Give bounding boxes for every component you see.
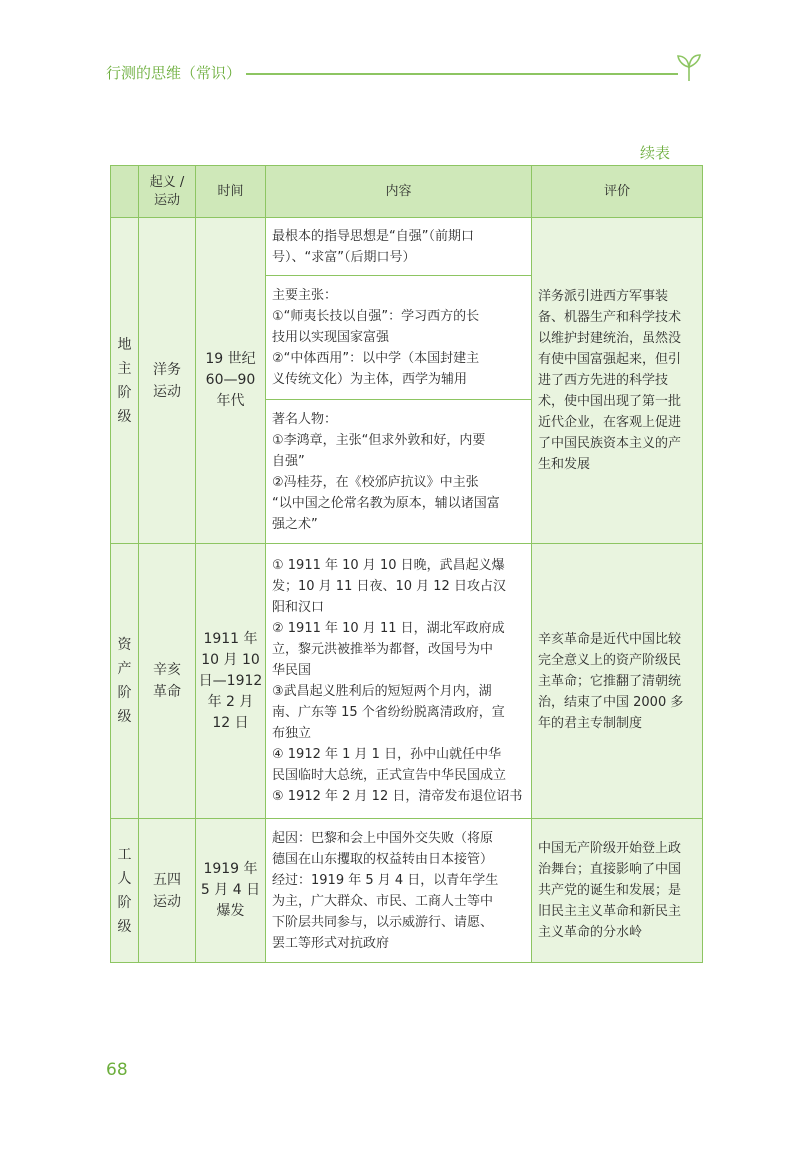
content-cell: 起因：巴黎和会上中国外交失败（将原 德国在山东攫取的权益转由日本接管） 经过：1919 年 5 月 4 日，以青年学生 为主，广大群众、市民、工商人士等中 下阶层共同参与，以示威游行、请愿、 罢工等形式对抗政府	[266, 819, 532, 963]
header-cell-content: 内容	[266, 166, 532, 218]
table-row	[111, 544, 703, 819]
sprout-icon	[676, 52, 702, 82]
movement-cell: 五四 运动	[139, 819, 196, 963]
class-label: 工人阶级	[117, 846, 132, 935]
header-divider-line	[246, 73, 678, 75]
movement-cell: 洋务 运动	[139, 218, 196, 544]
content-cell: 主要主张： ①“师夷长技以自强”：学习西方的长 技用以实现国家富强 ②“中体西用”：以中学（本国封建主 义传统文化）为主体，西学为辅用	[266, 276, 532, 400]
class-cell-bourgeoisie	[111, 544, 139, 819]
evaluation-cell: 辛亥革命是近代中国比较 完全意义上的资产阶级民 主革命；它推翻了清朝统 治，结束了中国 2000 多 年的君主专制制度	[532, 544, 703, 819]
history-movements-table	[110, 165, 703, 963]
header-cell-evaluation: 评价	[532, 166, 703, 218]
table-header-row	[111, 166, 703, 218]
content-cell: 著名人物： ①李鸿章，主张“但求外敦和好，内要 自强” ②冯桂芬，在《校邠庐抗议》中主张 “以中国之伦常名教为原本，辅以诸国富 强之术”	[266, 400, 532, 544]
evaluation-cell: 洋务派引进西方军事装 备、机器生产和科学技术 以维护封建统治，虽然没 有使中国富强起来，但引 进了西方先进的科学技 术，使中国出现了第一批 近代企业，在客观上促进 了中国民族资本主义的产 生和发展	[532, 218, 703, 544]
evaluation-cell: 中国无产阶级开始登上政 治舞台；直接影响了中国 共产党的诞生和发展；是 旧民主主义革命和新民主 主义革命的分水岭	[532, 819, 703, 963]
time-cell: 1919 年 5 月 4 日 爆发	[196, 819, 266, 963]
header-cell-class	[111, 166, 139, 218]
header-cell-time: 时间	[196, 166, 266, 218]
class-label: 资产阶级	[117, 637, 132, 725]
running-header-title: 行测的思维（常识）	[106, 64, 242, 82]
movement-cell: 辛亥 革命	[139, 544, 196, 819]
content-cell: ① 1911 年 10 月 10 日晚，武昌起义爆 发；10 月 11 日夜、10 月 12 日攻占汉 阳和汉口 ② 1911 年 10 月 11 日，湖北军政府成 立，黎元洪被推举为都督，改国号为中 华民国 ③武昌起义胜利后的短短两个月内，湖 南、广东等 15 个省纷纷脱离清政府，宣 布独立 ④ 1912 年 1 月 1 日，孙中山就任中华 民国临时大总统，正式宣告中华民国成立 ⑤ 1912 年 2 月 12 日，清帝发布退位诏书	[266, 544, 532, 819]
class-label: 地主阶级	[117, 336, 132, 425]
header-cell-movement: 起义 / 运动	[139, 166, 196, 218]
class-cell-working	[111, 819, 139, 963]
time-cell: 19 世纪 60—90 年代	[196, 218, 266, 544]
table-continued-label: 续表	[640, 144, 671, 162]
page-number: 68	[106, 1060, 128, 1080]
content-cell: 最根本的指导思想是“自强”（前期口 号）、“求富”（后期口号）	[266, 218, 532, 276]
time-cell: 1911 年 10 月 10 日—1912 年 2 月 12 日	[196, 544, 266, 819]
class-cell-landlord	[111, 218, 139, 544]
table-row	[111, 218, 703, 276]
table-row	[111, 819, 703, 963]
